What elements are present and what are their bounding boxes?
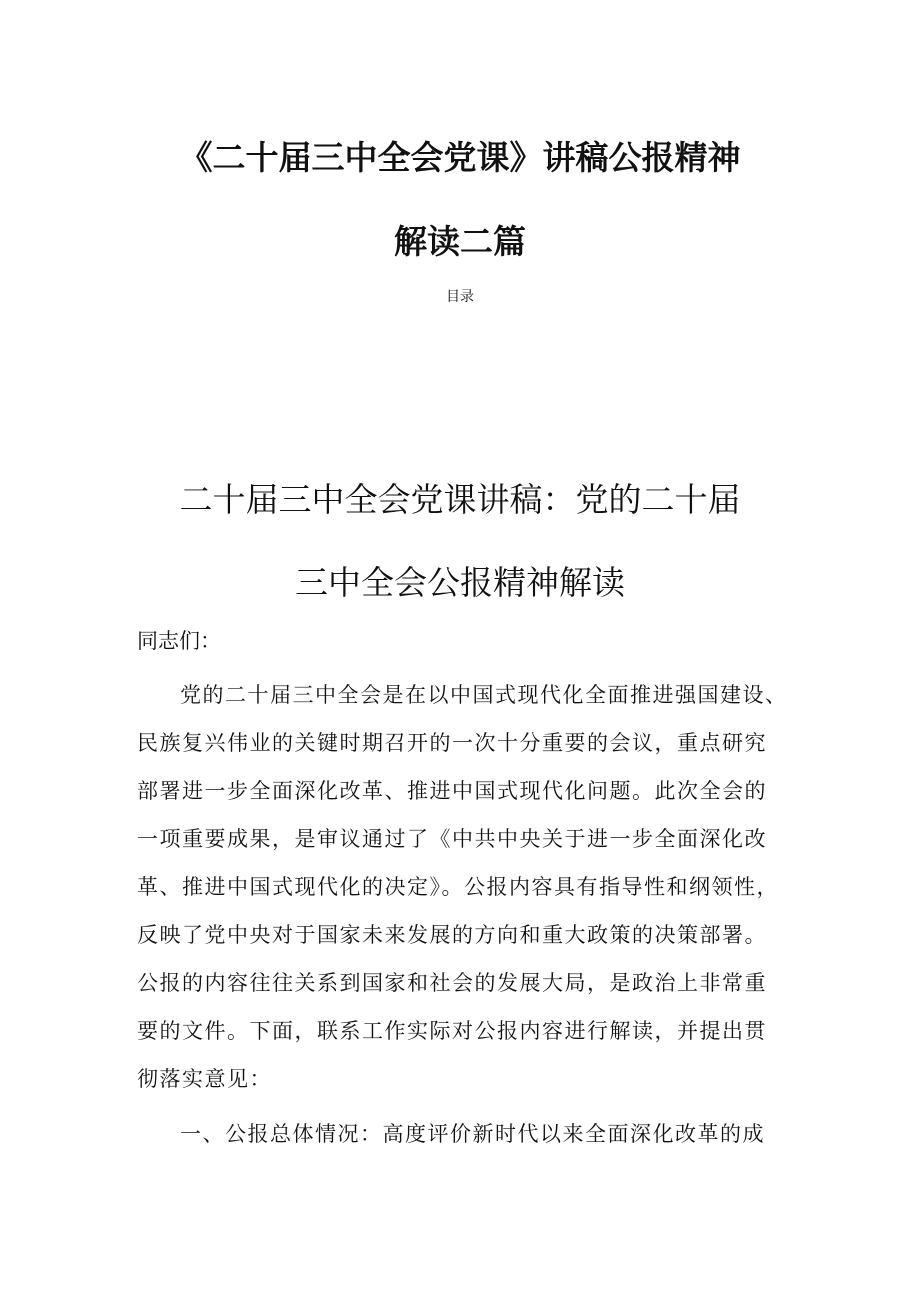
body-line: 彻落实意见： [137,1067,272,1091]
body-paragraph-2 [137,1110,792,1158]
body-line: 公报的内容往往关系到国家和社会的发展大局，是政治上非常重 [137,971,767,995]
body-paragraph-1 [137,671,792,1103]
body-line: 要的文件。下面，联系工作实际对公报内容进行解读，并提出贯 [137,1019,767,1043]
salutation: 同志们： [137,629,221,653]
section-title-line-1: 二十届三中全会党课讲稿：党的二十届 [179,480,741,519]
body-line: 部署进一步全面深化改革、推进中国式现代化问题。此次全会的 [137,779,767,803]
body-line: 反映了党中央对于国家未来发展的方向和重大政策的决策部署。 [137,923,767,947]
document-title-line-2: 解读二篇 [394,222,526,261]
body-line: 革、推进中国式现代化的决定》。公报内容具有指导性和纲领性， [137,875,779,899]
section-heading-line: 一、公报总体情况：高度评价新时代以来全面深化改革的成 [180,1122,765,1146]
section-title-line-2: 三中全会公报精神解读 [295,563,625,602]
document-title-line-1: 《二十届三中全会党课》讲稿公报精神 [179,138,741,177]
body-line: 一项重要成果，是审议通过了《中共中央关于进一步全面深化改 [137,827,767,851]
table-of-contents-label: 目录 [446,289,474,305]
body-line: 民族复兴伟业的关键时期召开的一次十分重要的会议，重点研究 [137,731,767,755]
body-line: 党的二十届三中全会是在以中国式现代化全面推进强国建设、 [180,683,788,707]
